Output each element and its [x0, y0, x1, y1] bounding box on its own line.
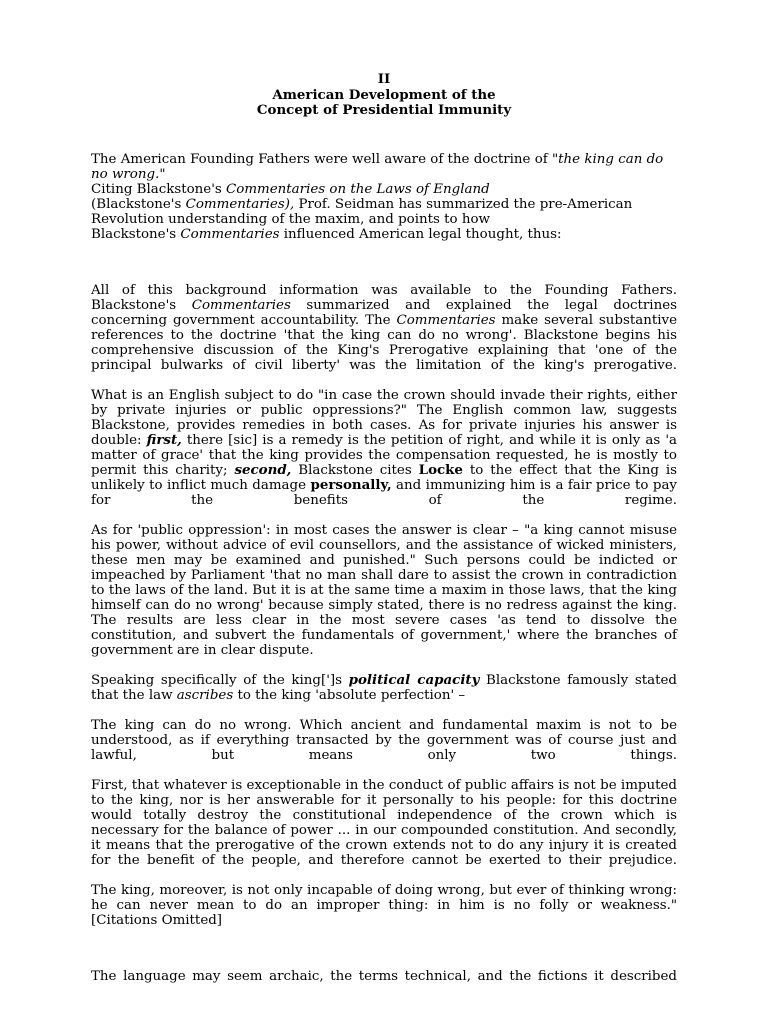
intro-text: (Blackstone's	[91, 196, 186, 212]
text-run: What is an English subject to do "in case the crown should invade their rights, either by private injuries or public oppressions?" The English common law, suggests Blackstone, provides remedies in both cases. As for private injuries his answer is double:	[91, 387, 677, 448]
quote-paragraph-1	[91, 283, 677, 373]
intro-line-2	[91, 182, 677, 197]
book-title-short: Commentaries	[191, 297, 291, 313]
book-title-short: Commentaries	[396, 312, 496, 328]
intro-line-5	[91, 227, 677, 242]
quote-paragraph-6: First, that whatever is exceptionable in the conduct of public affairs is not be imputed to the king, nor is her answerable for it personally to his people: for this doctrine would totally destroy the constitutional independence of the crown which is necessary for the balance of power ... in our compounded constitution. And secondly, it means that the prerogative of the crown extends not to do any injury it is created for the benefit of the people, and therefore cannot be exerted to their prejudice.	[91, 777, 677, 868]
text-run: Blackstone famously stated that the law	[91, 672, 677, 703]
quote-paragraph-4	[91, 673, 677, 703]
text-run: make several substantive references to the doctrine 'that the king can do no wrong'. Blackstone begins his comprehensive discussion of the King's Prerogative explaining that 'one of the principal bulwarks of civil liberty' was the limitation of the king's prerogative.	[91, 312, 677, 373]
emphasis-locke: Locke	[418, 461, 463, 478]
text-run: All of this background information was available to the Founding Fathers. Blackstone's	[91, 282, 677, 313]
text-run: summarized and explained the legal doctrines concerning government accountability. The	[91, 297, 677, 328]
intro-line-1	[91, 152, 677, 182]
emphasis-political-capacity: political capacity	[348, 671, 480, 688]
intro-paragraph	[91, 152, 677, 242]
body-paragraph-8: The language may seem archaic, the terms technical, and the fictions it described	[91, 968, 677, 984]
intro-text: The American Founding Fathers were well aware of the doctrine of	[91, 151, 553, 167]
quote-paragraph-3: As for 'public oppression': in most cases the answer is clear – "a king cannot misuse his power, without advice of evil counsellors, and the assistance of wicked ministers, these men may be examined and punished." Such persons could be indicted or impeached by Parliament 'that no man shall dare to assist the crown in contradiction to the laws of the land. But it is at the same time a maxim in those laws, that the king himself can do no wrong' because simply stated, there is no redress against the king. The results are less clear in the most severe cases 'as tend to dissolve the constitution, and subvert the fundamentals of government,' where the branches of government are in clear dispute.	[91, 522, 677, 658]
emphasis-personally: personally,	[310, 476, 392, 493]
intro-text: Prof. Seidman has summarized the pre-American Revolution understanding of the maxim, and points to how	[91, 196, 633, 227]
heading-line-2: Concept of Presidential Immunity	[256, 102, 512, 118]
intro-text: Blackstone's	[91, 226, 181, 242]
text-run: to the king 'absolute perfection' –	[233, 687, 466, 703]
text-run: Blackstone cites	[291, 462, 419, 478]
text-run: Speaking specifically of the king[']s	[91, 672, 349, 688]
quote-paragraph-2	[91, 388, 677, 508]
text-run: to the effect that the King is unlikely to inflict much damage	[91, 462, 677, 493]
intro-text: Citing Blackstone's	[91, 181, 227, 197]
intro-text: influenced American legal thought, thus:	[279, 226, 562, 242]
section-heading	[91, 72, 677, 119]
emphasis-second: second,	[234, 461, 292, 478]
intro-line-3	[91, 197, 677, 227]
emphasis-first: first,	[146, 431, 182, 448]
section-numeral: II	[377, 71, 391, 87]
maxim-quote: "the king can do no wrong."	[91, 151, 664, 182]
emphasis-ascribes: ascribes	[176, 687, 234, 703]
quote-paragraph-7: The king, moreover, is not only incapable of doing wrong, but ever of thinking wrong: he can never mean to do an improper thing: in him is no folly or weakness." [Citations Omitted]	[91, 882, 677, 928]
text-run: there [sic] is a remedy is the petition of right, and while it is only as 'a matter of grace' that the king provides the compensation requested, he is mostly to permit this charity;	[91, 432, 677, 478]
text-run: and immunizing him is a fair price to pay for the benefits of the regime.	[91, 477, 678, 508]
book-title-short: Commentaries),	[185, 196, 295, 212]
book-title: Commentaries on the Laws of England	[226, 181, 490, 197]
quote-paragraph-5: The king can do no wrong. Which ancient and fundamental maxim is not to be understood, as if everything transacted by the government was of course just and lawful, but means only two things.	[91, 717, 677, 763]
book-title-short: Commentaries	[180, 226, 280, 242]
heading-line-1: American Development of the	[272, 86, 496, 103]
